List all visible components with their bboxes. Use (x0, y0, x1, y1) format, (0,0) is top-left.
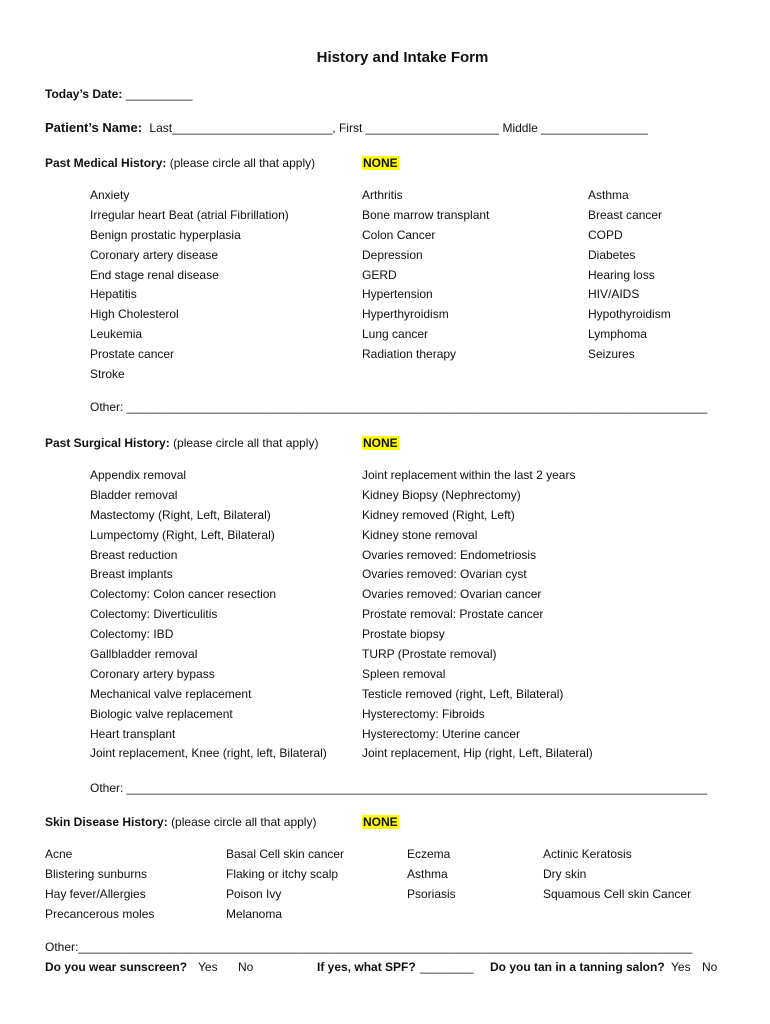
surgical-col-2 (362, 466, 593, 764)
list-item[interactable]: Precancerous moles (45, 906, 155, 921)
list-item[interactable]: Ovaries removed: Endometriosis (362, 547, 537, 562)
list-item[interactable]: Hearing loss (588, 267, 655, 282)
middle-name-label: Middle (502, 121, 538, 135)
list-item[interactable]: Colon Cancer (362, 227, 436, 242)
medical-col-3 (588, 186, 671, 365)
list-item[interactable]: Basal Cell skin cancer (226, 847, 345, 861)
list-item[interactable]: Biologic valve replacement (90, 706, 233, 721)
list-item[interactable]: Benign prostatic hyperplasia (90, 227, 241, 242)
todays-date-field[interactable]: __________ (125, 87, 193, 101)
list-item[interactable]: Stroke (90, 367, 125, 382)
skin-col-2 (226, 845, 344, 925)
list-item[interactable]: Flaking or itchy scalp (226, 866, 339, 881)
list-item[interactable]: Breast cancer (588, 207, 663, 222)
medical-history-heading: Past Medical History: (45, 156, 167, 170)
list-item[interactable]: Prostate cancer (90, 347, 175, 362)
list-item[interactable]: Prostate removal: Prostate cancer (362, 607, 544, 622)
sunscreen-no-option[interactable]: No (238, 960, 254, 974)
list-item[interactable]: Joint replacement within the last 2 years (362, 468, 576, 482)
list-item[interactable]: Depression (362, 247, 423, 262)
list-item[interactable]: Bladder removal (90, 487, 178, 502)
list-item[interactable]: GERD (362, 267, 397, 282)
list-item[interactable]: Anxiety (90, 188, 130, 202)
surgical-history-heading-row (45, 436, 318, 451)
list-item[interactable]: Leukemia (90, 327, 143, 342)
medical-col-1 (90, 186, 289, 385)
list-item[interactable]: Lung cancer (362, 327, 429, 342)
list-item[interactable]: Prostate biopsy (362, 627, 445, 642)
list-item[interactable]: Kidney removed (Right, Left) (362, 507, 515, 522)
list-item[interactable]: Ovaries removed: Ovarian cancer (362, 587, 542, 602)
list-item[interactable]: Kidney stone removal (362, 527, 478, 542)
list-item[interactable]: Arthritis (362, 188, 403, 202)
list-item[interactable]: TURP (Prostate removal) (362, 647, 497, 662)
list-item[interactable]: Diabetes (588, 247, 636, 262)
list-item[interactable]: Actinic Keratosis (543, 847, 632, 861)
list-item[interactable]: Hypothyroidism (588, 307, 671, 322)
list-item[interactable]: Hyperthyroidism (362, 307, 449, 322)
first-name-label: First (338, 121, 363, 135)
list-item[interactable]: Testicle removed (right, Left, Bilateral) (362, 686, 564, 701)
skin-col-4 (543, 845, 691, 905)
todays-date-row (45, 87, 192, 102)
surgical-other-field[interactable]: Other: _______________________________________________________________________________________ (90, 781, 708, 795)
list-item[interactable]: Psoriasis (407, 886, 456, 901)
list-item[interactable]: Ovaries removed: Ovarian cyst (362, 567, 527, 582)
list-item[interactable]: Spleen removal (362, 666, 446, 681)
skin-col-3 (407, 845, 456, 905)
list-item[interactable]: Heart transplant (90, 726, 176, 741)
list-item[interactable]: Colectomy: IBD (90, 627, 174, 642)
list-item[interactable]: Hepatitis (90, 287, 137, 302)
list-item[interactable]: Mastectomy (Right, Left, Bilateral) (90, 507, 271, 522)
middle-name-field[interactable]: ________________ (541, 121, 648, 135)
list-item[interactable]: COPD (588, 227, 623, 242)
list-item[interactable]: Kidney Biopsy (Nephrectomy) (362, 487, 521, 502)
list-item[interactable]: Irregular heart Beat (atrial Fibrillation) (90, 207, 289, 222)
spf-field[interactable]: ________ (420, 960, 474, 974)
skin-history-instruction: (please circle all that apply) (171, 815, 317, 829)
spf-question: If yes, what SPF? (317, 960, 416, 974)
list-item[interactable]: Asthma (407, 866, 448, 881)
medical-none-option[interactable]: NONE (363, 156, 398, 170)
list-item[interactable]: Coronary artery disease (90, 247, 219, 262)
list-item[interactable]: Melanoma (226, 906, 283, 921)
list-item[interactable]: Colectomy: Colon cancer resection (90, 587, 277, 602)
surgical-col-1 (90, 466, 327, 764)
surgical-history-instruction: (please circle all that apply) (173, 436, 319, 450)
list-item[interactable]: Seizures (588, 347, 635, 362)
list-item[interactable]: Asthma (588, 188, 629, 202)
list-item[interactable]: Bone marrow transplant (362, 207, 490, 222)
list-item[interactable]: Squamous Cell skin Cancer (543, 886, 692, 901)
list-item[interactable]: Colectomy: Diverticulitis (90, 607, 218, 622)
list-item[interactable]: Radiation therapy (362, 347, 457, 362)
list-item[interactable]: End stage renal disease (90, 267, 219, 282)
list-item[interactable]: Hysterectomy: Uterine cancer (362, 726, 521, 741)
medical-col-2 (362, 186, 489, 365)
list-item[interactable]: Blistering sunburns (45, 866, 148, 881)
list-item[interactable]: Appendix removal (90, 468, 187, 482)
tanning-question: Do you tan in a tanning salon? (490, 960, 665, 974)
skin-col-1 (45, 845, 154, 925)
patient-name-row (45, 120, 648, 136)
tanning-no-option[interactable]: No (702, 960, 718, 974)
medical-history-instruction: (please circle all that apply) (169, 156, 316, 170)
list-item[interactable]: Gallbladder removal (90, 647, 198, 662)
list-item[interactable]: Hay fever/Allergies (45, 886, 146, 901)
medical-other-field[interactable]: Other: _______________________________________________________________________________________ (90, 400, 708, 414)
list-item[interactable]: High Cholesterol (90, 307, 179, 322)
tanning-yes-option[interactable]: Yes (671, 960, 691, 974)
skin-history-heading-row (45, 815, 316, 830)
patient-name-label: Patient’s Name: (45, 120, 143, 135)
skin-history-heading: Skin Disease History: (45, 815, 168, 829)
first-name-field[interactable]: ____________________ (365, 121, 500, 135)
list-item[interactable]: HIV/AIDS (588, 287, 640, 302)
list-item[interactable]: Breast reduction (90, 547, 178, 562)
list-item[interactable]: Hypertension (362, 287, 433, 302)
list-item[interactable]: Lymphoma (588, 327, 647, 342)
list-item[interactable]: Lumpectomy (Right, Left, Bilateral) (90, 527, 275, 542)
list-item[interactable]: Breast implants (90, 567, 173, 582)
sunscreen-yes-option[interactable]: Yes (198, 960, 218, 974)
list-item[interactable]: Mechanical valve replacement (90, 686, 252, 701)
list-item[interactable]: Joint replacement, Knee (right, left, Bilateral) (90, 746, 327, 761)
form-title: History and Intake Form (316, 49, 489, 66)
list-item[interactable]: Acne (45, 847, 73, 861)
skin-none-option[interactable]: NONE (363, 815, 398, 829)
sunscreen-question: Do you wear sunscreen? (45, 960, 188, 974)
list-item[interactable]: Eczema (407, 847, 451, 861)
todays-date-label: Today’s Date: (45, 87, 123, 101)
list-item[interactable]: Coronary artery bypass (90, 666, 215, 681)
list-item[interactable]: Hysterectomy: Fibroids (362, 706, 485, 721)
list-item[interactable]: Poison Ivy (226, 886, 282, 901)
last-name-label: Last (149, 121, 173, 135)
list-item[interactable]: Dry skin (543, 866, 587, 881)
medical-history-heading-row (45, 156, 315, 171)
surgical-none-option[interactable]: NONE (363, 436, 398, 450)
last-name-field[interactable]: ________________________, (172, 121, 336, 135)
list-item[interactable]: Joint replacement, Hip (right, Left, Bilateral) (362, 746, 593, 761)
skin-other-field[interactable]: Other:____________________________________________________________________________________________ (45, 940, 693, 954)
surgical-history-heading: Past Surgical History: (45, 436, 170, 450)
